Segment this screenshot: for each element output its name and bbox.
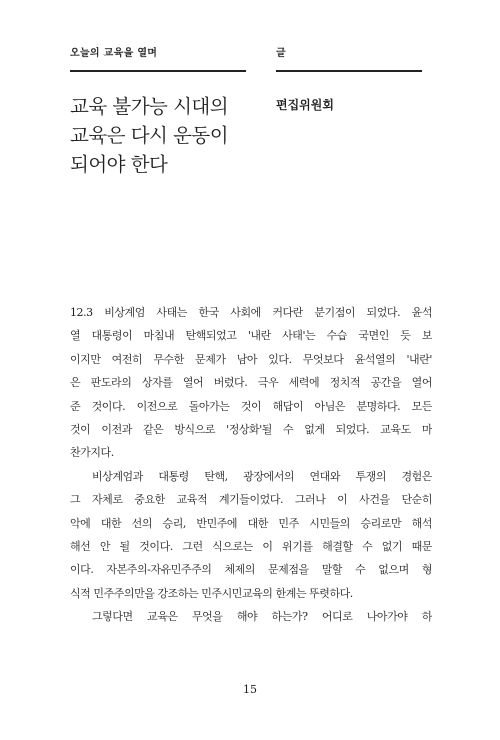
body-line: 그렇다면 교육은 무엇을 해야 하는가? 어디로 나아가야 하 (92, 610, 432, 624)
body-line: 이다. 자본주의-자유민주주의 체제의 문제점을 말할 수 없으며 형 (70, 563, 432, 577)
running-header-section: 오늘의 교육을 열며 (70, 48, 158, 59)
body-line: 준 것이다. 이전으로 돌아가는 것이 해답이 아님은 분명하다. 모든 (70, 399, 432, 413)
title-line: 교육은 다시 운동이 (70, 124, 229, 147)
paragraph (70, 301, 432, 465)
article-body (70, 301, 432, 628)
paragraph (70, 465, 432, 605)
body-line: 그 자체로 중요한 교육적 계기들이었다. 그러나 이 사건을 단순히 (70, 493, 432, 507)
title-line: 교육 불가능 시대의 (70, 95, 229, 118)
article-author: 편집위원회 (276, 98, 334, 112)
body-line: 은 판도라의 상자를 열어 버렸다. 극우 세력에 정치적 공간을 열어 (70, 376, 432, 390)
title-line: 되어야 한다 (70, 153, 168, 176)
body-line: 것이 이전과 같은 방식으로 '정상화'될 수 없게 되었다. 교육도 마 (70, 422, 432, 436)
body-line: 12.3 비상계엄 사태는 한국 사회에 커다란 분기점이 되었다. 윤석 (70, 306, 432, 319)
body-line: 열 대통령이 마침내 탄핵되었고 '내란 사태'는 수습 국면인 듯 보 (70, 329, 432, 343)
page-number: 15 (243, 683, 257, 696)
body-line: 악에 대한 선의 승리, 반민주에 대한 민주 시민들의 승리로만 해석 (70, 516, 432, 530)
body-line: 이지만 여전히 무수한 문제가 남아 있다. 무엇보다 윤석열의 '내란' (70, 352, 432, 366)
body-line: 해선 안 될 것이다. 그런 식으로는 이 위기를 해결할 수 없기 때문 (70, 539, 432, 553)
body-line: 비상계엄과 대통령 탄핵, 광장에서의 연대와 투쟁의 경험은 (92, 469, 432, 483)
body-line: 식적 민주주의만을 강조하는 민주시민교육의 한계는 뚜렷하다. (70, 586, 353, 600)
running-header-category: 글 (276, 48, 286, 59)
article-title (70, 92, 260, 179)
header-rule-right (276, 70, 422, 72)
paragraph (70, 605, 432, 628)
header-rule-left (70, 70, 246, 72)
body-line: 찬가지다. (70, 446, 114, 460)
